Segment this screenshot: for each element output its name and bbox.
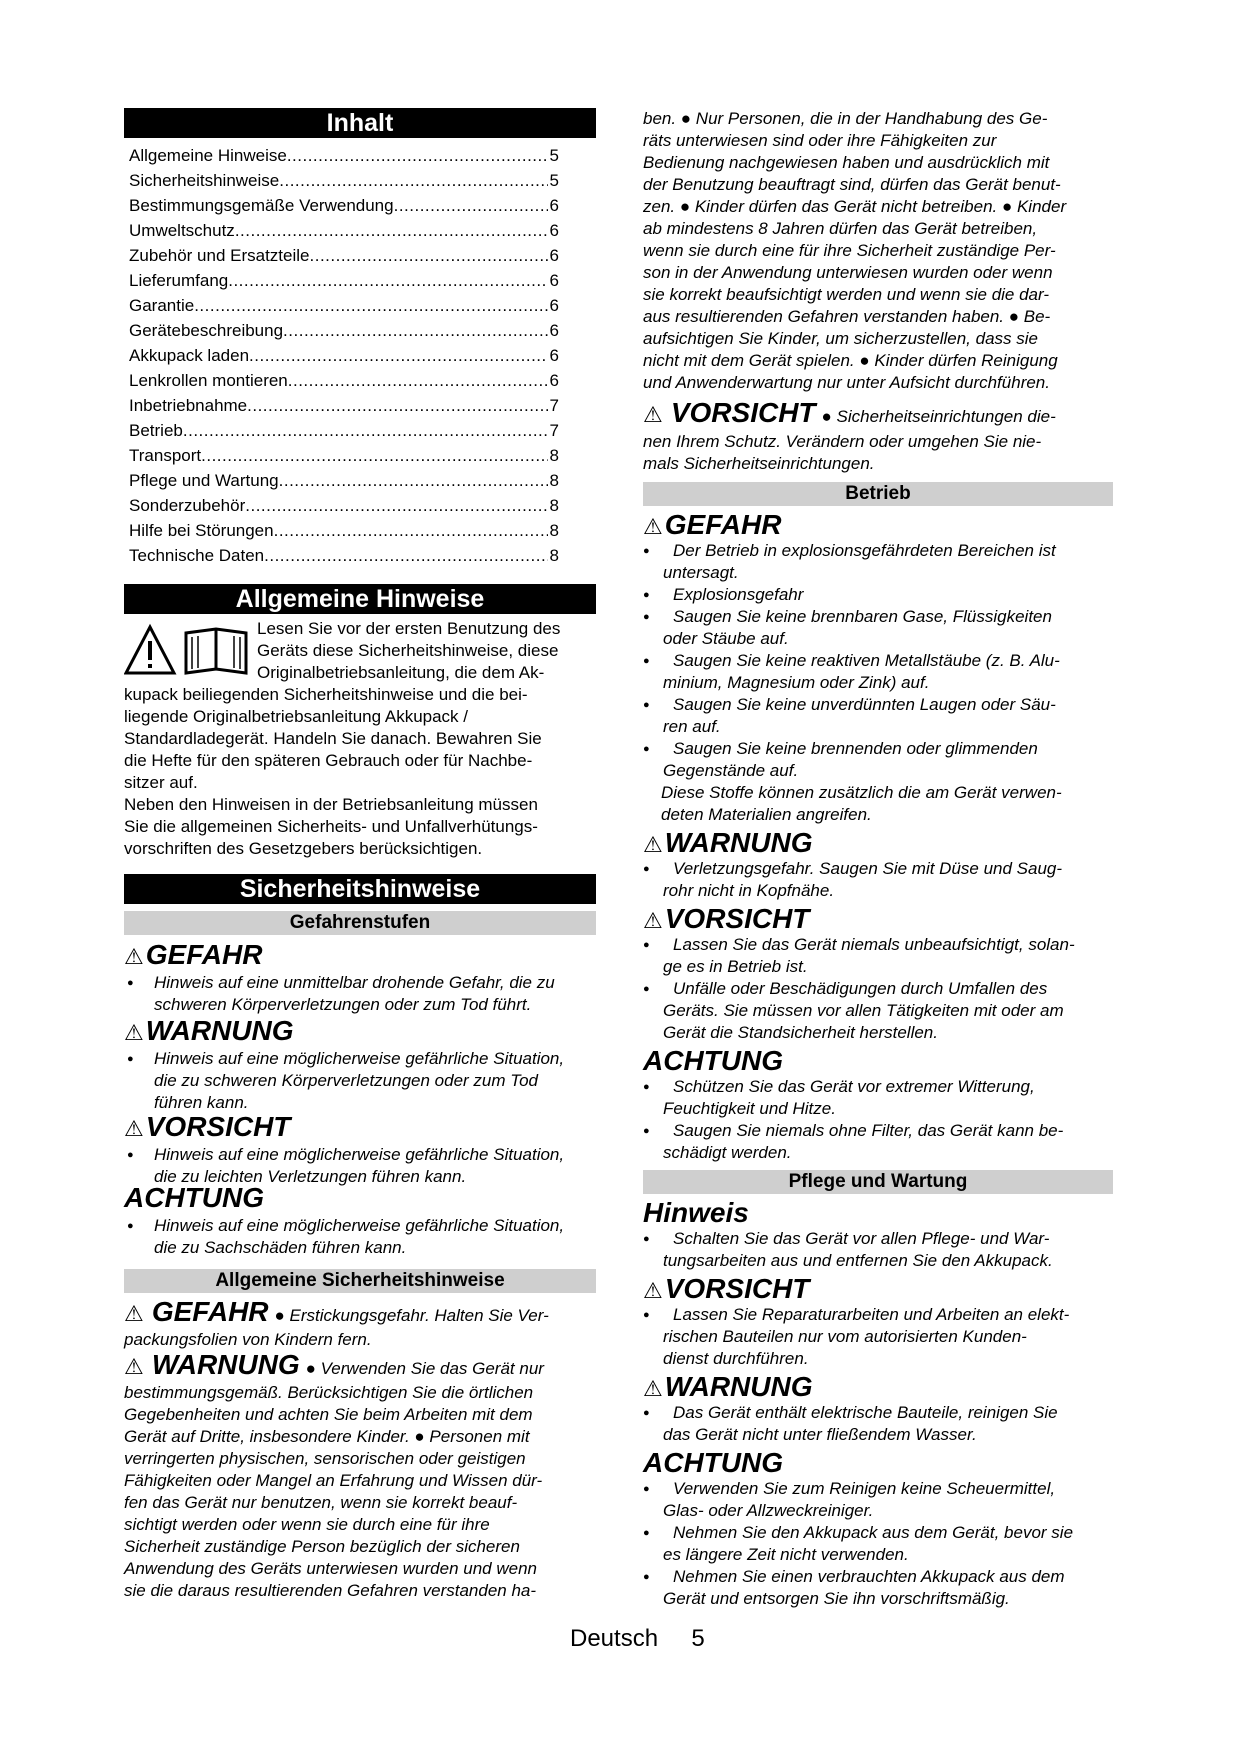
toc-entry-label: Allgemeine Hinweise	[129, 146, 287, 165]
bullet-icon: ●	[643, 743, 650, 755]
toc-leader-dots	[201, 444, 547, 468]
paragraph-line: liegende Originalbetriebsanleitung Akkupack /	[124, 707, 469, 726]
toc-entry-page: 8	[549, 496, 559, 515]
betrieb-vorsicht-item-line: Unfälle oder Beschädigungen durch Umfallen des	[673, 979, 1048, 998]
gefahr-label: GEFAHR	[151, 1296, 269, 1327]
toc-entry-label: Inbetriebnahme	[129, 396, 248, 415]
betrieb-gefahr-item-line: ren auf.	[663, 717, 721, 736]
paragraph-line: der Benutzung beauftragt sind, dürfen das Gerät benut-	[643, 175, 1061, 194]
paragraph-line: son in der Anwendung unterwiesen wurden oder wenn	[643, 263, 1053, 282]
betrieb-gefahr-item-line: oder Stäube auf.	[663, 629, 789, 648]
toc-entry-page: 6	[549, 271, 559, 290]
betrieb-gefahr-note-line: deten Materialien angreifen.	[661, 805, 872, 824]
pflege-hinweis-item-line: Schalten Sie das Gerät vor allen Pflege- und War-	[673, 1229, 1050, 1248]
toc-entry	[129, 294, 559, 318]
toc-entry-label: Hilfe bei Störungen	[129, 521, 274, 540]
danger-level-heading	[124, 1183, 264, 1213]
toc-leader-dots	[310, 244, 548, 268]
bullet-icon: ●	[643, 1233, 650, 1245]
paragraph-line: vorschriften des Gesetzgebers berücksichtigen.	[124, 839, 483, 858]
toc-entry-label: Lenkrollen montieren	[129, 371, 288, 390]
pflege-achtung-item-line: Glas- oder Allzweckreiniger.	[663, 1501, 874, 1520]
pflege-warnung-item-line: das Gerät nicht unter fließendem Wasser.	[663, 1425, 977, 1444]
sicherheitshinweise-title: Sicherheitshinweise	[124, 874, 596, 904]
paragraph-line: ben. ● Nur Personen, die in der Handhabung des Ge-	[643, 109, 1048, 128]
warning-triangle-icon: ⚠	[124, 944, 144, 969]
betrieb-gefahr-item-line: Saugen Sie keine brennbaren Gase, Flüssigkeiten	[673, 607, 1052, 626]
toc-entry-label: Zubehör und Ersatzteile	[129, 246, 310, 265]
paragraph-line: und Anwenderwartung nur unter Aufsicht durchführen.	[643, 373, 1050, 392]
toc-leader-dots	[183, 419, 548, 443]
toc-entry	[129, 144, 559, 168]
betrieb-vorsicht-heading	[643, 904, 809, 936]
paragraph-line: Standardladegerät. Handeln Sie danach. Bewahren Sie	[124, 729, 542, 748]
toc-leader-dots	[279, 169, 547, 193]
toc-entry	[129, 469, 559, 493]
toc-entry-page: 6	[549, 246, 559, 265]
pflege-warnung-label: WARNUNG	[664, 1371, 813, 1402]
toc-entry	[129, 394, 559, 418]
betrieb-vorsicht-item-line: Geräts. Sie müssen vor allen Tätigkeiten mit oder am	[663, 1001, 1064, 1020]
betrieb-warnung-label: WARNUNG	[664, 827, 813, 858]
paragraph-line: aus resultierenden Gefahren verstanden haben. ● Be-	[643, 307, 1051, 326]
warning-triangle-icon: ⚠	[643, 1278, 663, 1303]
paragraph-line: kupack beiliegenden Sicherheitshinweise und die bei-	[124, 685, 528, 704]
pflege-achtung-heading	[643, 1448, 783, 1478]
toc-entry	[129, 369, 559, 393]
bullet-icon: ●	[643, 1527, 650, 1539]
paragraph-line: räts unterwiesen sind oder ihre Fähigkeiten zur	[643, 131, 997, 150]
betrieb-gefahr-heading	[643, 510, 781, 542]
bullet-icon: ●	[643, 1309, 650, 1321]
paragraph-line: ab mindestens 8 Jahren dürfen das Gerät betreiben,	[643, 219, 1038, 238]
toc-entry	[129, 344, 559, 368]
vorsicht-label: VORSICHT	[670, 397, 816, 428]
pflege-hinweis-heading	[643, 1198, 749, 1228]
toc-leader-dots	[279, 469, 548, 493]
betrieb-title: Betrieb	[643, 482, 1113, 506]
toc-entry	[129, 244, 559, 268]
danger-level-label: GEFAHR	[145, 939, 263, 970]
paragraph-line: aufsichtigen Sie Kinder, um sicherzustellen, dass sie	[643, 329, 1038, 348]
toc-entry-page: 6	[549, 371, 559, 390]
paragraph-line: nicht mit dem Gerät spielen. ● Kinder dürfen Reinigung	[643, 351, 1058, 370]
warning-triangle-icon: ⚠	[643, 402, 669, 427]
toc-leader-dots	[283, 319, 547, 343]
toc-entry-page: 7	[549, 396, 559, 415]
toc-entry-label: Umweltschutz	[129, 221, 235, 240]
bullet-icon: ●	[127, 977, 134, 989]
toc-entry	[129, 544, 559, 568]
toc-entry-page: 6	[549, 296, 559, 315]
toc-entry-page: 5	[549, 171, 559, 190]
toc-leader-dots	[245, 494, 547, 518]
danger-level-text: Hinweis auf eine unmittelbar drohende Gefahr, die zu schweren Körperverletzungen oder zum Tod führt.	[154, 973, 555, 1014]
paragraph-line: sitzer auf.	[124, 773, 198, 792]
pflege-achtung-item-line: Verwenden Sie zum Reinigen keine Scheuermittel,	[673, 1479, 1056, 1498]
vorsicht-heading	[643, 398, 1056, 432]
allgemeine-sicherheitshinweise-title: Allgemeine Sicherheitshinweise	[124, 1269, 596, 1293]
betrieb-vorsicht-item-line: ge es in Betrieb ist.	[663, 957, 808, 976]
toc-title: Inhalt	[124, 108, 596, 138]
warning-triangle-icon: ⚠	[124, 1116, 144, 1141]
toc-entry-page: 8	[549, 446, 559, 465]
toc-entry-label: Lieferumfang	[129, 271, 229, 290]
toc-entry	[129, 519, 559, 543]
toc-entry-label: Garantie	[129, 296, 195, 315]
betrieb-achtung-item-line: Saugen Sie niemals ohne Filter, das Gerät kann be-	[673, 1121, 1064, 1140]
betrieb-warnung-item-line: rohr nicht in Kopfnähe.	[663, 881, 835, 900]
toc-entry-page: 5	[549, 146, 559, 165]
bullet-icon: ●	[643, 699, 650, 711]
pflege-warnung-item-line: Das Gerät enthält elektrische Bauteile, reinigen Sie	[673, 1403, 1058, 1422]
warning-and-manual-icon	[124, 623, 254, 679]
danger-level-label: ACHTUNG	[124, 1182, 264, 1213]
danger-level-text: Hinweis auf eine möglicherweise gefährliche Situation, die zu leichten Verletzungen führen kann.	[154, 1145, 565, 1186]
warnung-text: Sicherheit zuständige Person bezüglich der sicheren	[124, 1537, 520, 1556]
toc-leader-dots	[194, 294, 547, 318]
toc-entry-page: 6	[549, 221, 559, 240]
bullet-icon: ●	[643, 939, 650, 951]
toc-entry	[129, 319, 559, 343]
toc-entry-label: Technische Daten	[129, 546, 265, 565]
warning-triangle-icon: ⚠	[124, 1301, 150, 1326]
toc-leader-dots	[287, 144, 548, 168]
toc-entry	[129, 219, 559, 243]
betrieb-achtung-item-line: schädigt werden.	[663, 1143, 792, 1162]
toc-entry	[129, 194, 559, 218]
warnung-text: bestimmungsgemäß. Berücksichtigen Sie die örtlichen	[124, 1383, 534, 1402]
toc-entry-label: Betrieb	[129, 421, 183, 440]
gefahr-text: packungsfolien von Kindern fern.	[124, 1330, 372, 1349]
toc-leader-dots	[274, 519, 548, 543]
paragraph-line: Neben den Hinweisen in der Betriebsanleitung müssen	[124, 795, 538, 814]
bullet-icon: ●	[643, 1483, 650, 1495]
betrieb-gefahr-item-line: Gegenstände auf.	[663, 761, 799, 780]
bullet-icon: ●	[643, 1125, 650, 1137]
pflege-hinweis-label: Hinweis	[643, 1197, 749, 1228]
warnung-text: Anwendung des Geräts unterwiesen wurden und wenn	[124, 1559, 537, 1578]
footer-page-number: 5	[691, 1625, 705, 1652]
danger-level-heading	[124, 940, 262, 972]
warnung-text: fen das Gerät nur benutzen, wenn sie korrekt beauf-	[124, 1493, 518, 1512]
bullet-icon: ●	[643, 863, 650, 875]
toc-leader-dots	[288, 369, 548, 393]
pflege-achtung-item-line: Nehmen Sie einen verbrauchten Akkupack aus dem	[673, 1567, 1065, 1586]
pflege-vorsicht-label: VORSICHT	[664, 1273, 810, 1304]
bullet-icon: ●	[127, 1149, 134, 1161]
danger-level-label: WARNUNG	[145, 1015, 294, 1046]
toc-entry-page: 8	[549, 546, 559, 565]
toc-entry-page: 8	[549, 471, 559, 490]
pflege-achtung-item-line: Nehmen Sie den Akkupack aus dem Gerät, bevor sie	[673, 1523, 1074, 1542]
betrieb-gefahr-item-line: untersagt.	[663, 563, 739, 582]
toc-entry-page: 8	[549, 521, 559, 540]
betrieb-vorsicht-label: VORSICHT	[664, 903, 810, 934]
toc-entry	[129, 494, 559, 518]
toc-leader-dots	[235, 219, 548, 243]
warnung-text: Gegebenheiten und achten Sie beim Arbeiten mit dem	[124, 1405, 533, 1424]
toc-entry-page: 6	[549, 321, 559, 340]
toc-entry	[129, 269, 559, 293]
toc-leader-dots	[394, 194, 548, 218]
bullet-icon: ●	[643, 1571, 650, 1583]
paragraph-line: Geräts diese Sicherheitshinweise, diese	[257, 641, 559, 660]
paragraph-line: wenn sie durch eine für ihre Sicherheit zuständige Per-	[643, 241, 1056, 260]
warnung-text: Gerät auf Dritte, insbesondere Kinder. ● Personen mit	[124, 1427, 530, 1446]
danger-level-label: VORSICHT	[145, 1111, 291, 1142]
betrieb-vorsicht-item-line: Gerät die Standsicherheit herstellen.	[663, 1023, 938, 1042]
toc-entry	[129, 444, 559, 468]
warning-triangle-icon: ⚠	[643, 514, 663, 539]
paragraph-line: Originalbetriebsanleitung, die dem Ak-	[257, 663, 545, 682]
bullet-icon: ●	[643, 589, 650, 601]
warnung-text: verringerten physischen, sensorischen oder geistigen	[124, 1449, 526, 1468]
toc-entry	[129, 169, 559, 193]
bullet-icon: ●	[643, 545, 650, 557]
paragraph-line: Sie die allgemeinen Sicherheits- und Unfallverhütungs-	[124, 817, 538, 836]
toc-entry-label: Akkupack laden	[129, 346, 250, 365]
danger-level-text: Hinweis auf eine möglicherweise gefährliche Situation, die zu Sachschäden führen kann.	[154, 1216, 565, 1257]
toc-leader-dots	[247, 394, 547, 418]
toc-entry	[129, 419, 559, 443]
toc-leader-dots	[228, 269, 547, 293]
bullet-icon: ●	[643, 611, 650, 623]
betrieb-gefahr-item-line: Saugen Sie keine unverdünnten Laugen oder Säu-	[673, 695, 1056, 714]
pflege-vorsicht-item-line: Lassen Sie Reparaturarbeiten und Arbeiten an elekt-	[673, 1305, 1070, 1324]
warning-triangle-icon: ⚠	[643, 832, 663, 857]
footer-language: Deutsch	[570, 1625, 659, 1652]
warnung-label: WARNUNG	[151, 1349, 300, 1380]
gefahrenstufen-title: Gefahrenstufen	[124, 911, 596, 935]
gefahr-text: ● Erstickungsgefahr. Halten Sie Ver-	[274, 1306, 549, 1325]
warnung-text: sie die daraus resultierenden Gefahren verstanden ha-	[124, 1581, 537, 1600]
warning-triangle-icon: ⚠	[643, 1376, 663, 1401]
betrieb-gefahr-note-line: Diese Stoffe können zusätzlich die am Gerät verwen-	[661, 783, 1062, 802]
paragraph-line: die Hefte für den späteren Gebrauch oder für Nachbe-	[124, 751, 533, 770]
vorsicht-text: ● Sicherheitseinrichtungen die-	[821, 407, 1056, 426]
betrieb-warnung-heading	[643, 828, 813, 860]
betrieb-warnung-item-line: Verletzungsgefahr. Saugen Sie mit Düse und Saug-	[673, 859, 1063, 878]
bullet-icon: ●	[643, 655, 650, 667]
betrieb-achtung-item-line: Feuchtigkeit und Hitze.	[663, 1099, 836, 1118]
gefahr-heading	[124, 1297, 549, 1331]
betrieb-gefahr-item-line: minium, Magnesium oder Zink) auf.	[663, 673, 930, 692]
bullet-icon: ●	[127, 1220, 134, 1232]
betrieb-gefahr-item-line: Explosionsgefahr	[673, 585, 804, 604]
betrieb-gefahr-item-line: Saugen Sie keine brennenden oder glimmenden	[673, 739, 1038, 758]
page-footer	[570, 1624, 705, 1654]
pflege-vorsicht-item-line: rischen Bauteilen nur vom autorisierten Kunden-	[663, 1327, 1027, 1346]
paragraph-line: Bedienung nachgewiesen haben und ausdrücklich mit	[643, 153, 1050, 172]
danger-level-text: Hinweis auf eine möglicherweise gefährliche Situation, die zu schweren Körperverletzungen oder zum Tod führen kann.	[154, 1049, 565, 1112]
paragraph-line: Lesen Sie vor der ersten Benutzung des	[257, 619, 561, 638]
bullet-icon: ●	[643, 1081, 650, 1093]
toc-leader-dots	[249, 344, 548, 368]
pflege-achtung-label: ACHTUNG	[643, 1447, 783, 1478]
vorsicht-text: mals Sicherheitseinrichtungen.	[643, 454, 875, 473]
betrieb-gefahr-label: GEFAHR	[664, 509, 782, 540]
warning-triangle-icon: ⚠	[124, 1354, 150, 1379]
bullet-icon: ●	[643, 983, 650, 995]
warnung-text: sichtigt werden oder wenn sie durch eine für ihre	[124, 1515, 490, 1534]
betrieb-achtung-item-line: Schützen Sie das Gerät vor extremer Witterung,	[673, 1077, 1035, 1096]
vorsicht-text: nen Ihrem Schutz. Verändern oder umgehen Sie nie-	[643, 432, 1042, 451]
toc-leader-dots	[264, 544, 547, 568]
warnung-text: Fähigkeiten oder Mangel an Erfahrung und Wissen dür-	[124, 1471, 543, 1490]
toc-entry-label: Gerätebeschreibung	[129, 321, 284, 340]
toc-entry-label: Sicherheitshinweise	[129, 171, 280, 190]
danger-level-heading	[124, 1016, 294, 1048]
betrieb-achtung-heading	[643, 1046, 783, 1076]
paragraph-line: zen. ● Kinder dürfen das Gerät nicht betreiben. ● Kinder	[643, 197, 1067, 216]
warning-triangle-icon: ⚠	[124, 1020, 144, 1045]
betrieb-vorsicht-item-line: Lassen Sie das Gerät niemals unbeaufsichtigt, solan-	[673, 935, 1075, 954]
betrieb-achtung-label: ACHTUNG	[643, 1045, 783, 1076]
warnung-text: ● Verwenden Sie das Gerät nur	[305, 1359, 544, 1378]
betrieb-gefahr-item-line: Saugen Sie keine reaktiven Metallstäube (z. B. Alu-	[673, 651, 1060, 670]
toc-entry-label: Pflege und Wartung	[129, 471, 279, 490]
danger-level-heading	[124, 1112, 290, 1144]
toc-entry-page: 7	[549, 421, 559, 440]
toc-entry-page: 6	[549, 196, 559, 215]
paragraph-line: sie korrekt beaufsichtigt werden und wenn sie die dar-	[643, 285, 1050, 304]
toc-entry-label: Sonderzubehör	[129, 496, 246, 515]
warnung-heading	[124, 1350, 544, 1384]
toc-entry-page: 6	[549, 346, 559, 365]
toc-entry-label: Bestimmungsgemäße Verwendung	[129, 196, 394, 215]
bullet-icon: ●	[127, 1053, 134, 1065]
pflege-vorsicht-heading	[643, 1274, 809, 1306]
warning-triangle-icon: ⚠	[643, 908, 663, 933]
pflege-warnung-heading	[643, 1372, 813, 1404]
allgemeine-hinweise-title: Allgemeine Hinweise	[124, 584, 596, 614]
pflege-hinweis-item-line: tungsarbeiten aus und entfernen Sie den Akkupack.	[663, 1251, 1053, 1270]
bullet-icon: ●	[643, 1407, 650, 1419]
pflege-achtung-item-line: es längere Zeit nicht verwenden.	[663, 1545, 909, 1564]
pflege-title: Pflege und Wartung	[643, 1170, 1113, 1194]
pflege-achtung-item-line: Gerät und entsorgen Sie ihn vorschriftsmäßig.	[663, 1589, 1010, 1608]
pflege-vorsicht-item-line: dienst durchführen.	[663, 1349, 809, 1368]
betrieb-gefahr-item-line: Der Betrieb in explosionsgefährdeten Bereichen ist	[673, 541, 1056, 560]
toc-entry-label: Transport	[129, 446, 202, 465]
